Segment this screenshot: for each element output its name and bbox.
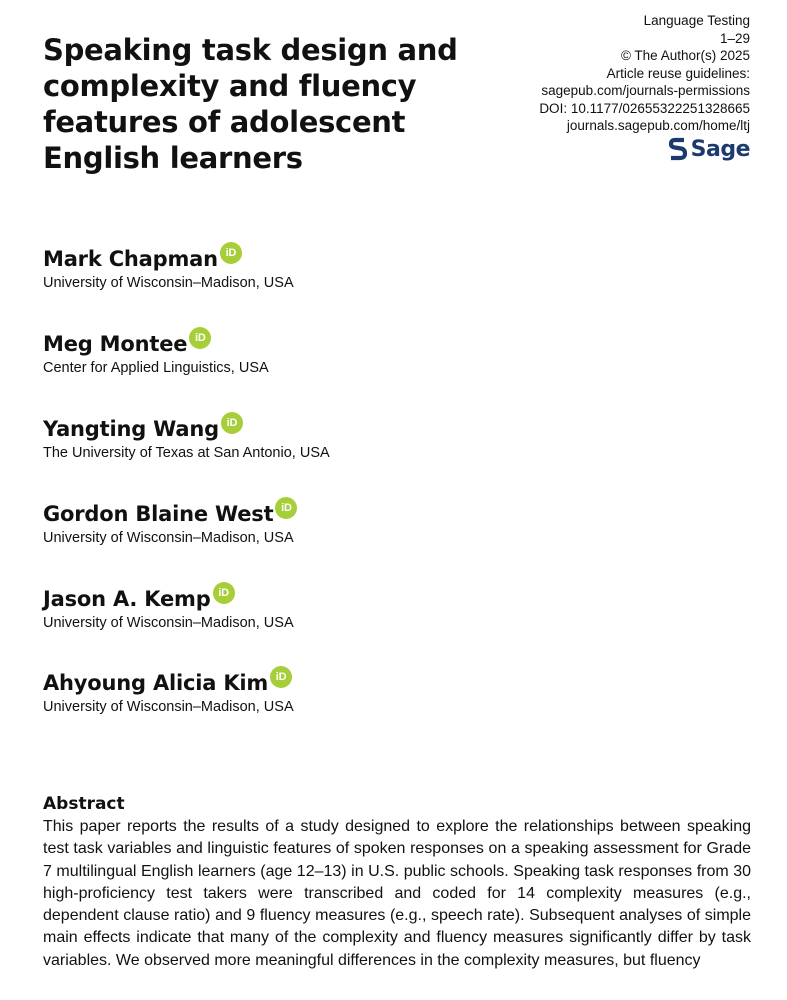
author-affiliation: University of Wisconsin–Madison, USA xyxy=(43,699,294,715)
journal-metadata xyxy=(539,12,750,135)
abstract-body: This paper reports the results of a study designed to explore the relationships between speaking test task variables and linguistic features of spoken responses on a speaking assessment for Grade 7 multilingual English learners (age 12–13) in U.S. public schools. Speaking task responses from 30 high-proficiency test takers were transcribed and coded for 14 complexity measures (e.g., dependent clause ratio) and 9 fluency measures (e.g., speech rate). Subsequent analyses of simple main effects indicate that many of the complexity and fluency measures significantly differ by task variables. We observed more meaningful differences in the complexity measures, but fluency xyxy=(43,818,751,969)
author-name: Gordon Blaine West xyxy=(43,502,274,526)
author-affiliation: Center for Applied Linguistics, USA xyxy=(43,360,269,376)
author-affiliation: University of Wisconsin–Madison, USA xyxy=(43,530,294,546)
reuse-link[interactable]: sagepub.com/journals-permissions xyxy=(541,83,750,98)
article-title: Speaking task design and complexity and fluency features of adolescent English learners xyxy=(43,33,458,175)
orcid-icon[interactable]: iD xyxy=(220,242,242,264)
author-name: Mark Chapman xyxy=(43,247,218,271)
doi[interactable]: DOI: 10.1177/02655322251328665 xyxy=(539,100,750,116)
author-affiliation: University of Wisconsin–Madison, USA xyxy=(43,615,294,631)
sage-s-icon xyxy=(669,137,687,161)
author-name: Ahyoung Alicia Kim xyxy=(43,671,269,695)
journal-name: Language Testing xyxy=(643,13,750,28)
author-block xyxy=(43,586,294,632)
orcid-icon[interactable]: iD xyxy=(213,582,235,604)
author-affiliation: The University of Texas at San Antonio, USA xyxy=(43,445,330,461)
orcid-icon[interactable]: iD xyxy=(189,327,211,349)
sage-logo xyxy=(669,136,750,162)
page-range: 1–29 xyxy=(719,30,750,46)
sage-wordmark: Sage xyxy=(690,136,750,162)
journal-link[interactable]: journals.sagepub.com/home/ltj xyxy=(566,118,750,133)
author-block xyxy=(43,501,297,547)
author-block xyxy=(43,246,294,292)
reuse-label: Article reuse guidelines: xyxy=(606,65,750,81)
author-block xyxy=(43,331,269,377)
author-affiliation: University of Wisconsin–Madison, USA xyxy=(43,275,294,291)
author-name: Meg Montee xyxy=(43,332,188,356)
author-block xyxy=(43,670,294,716)
orcid-icon[interactable]: iD xyxy=(270,666,292,688)
author-block xyxy=(43,416,330,462)
abstract-section xyxy=(43,793,751,972)
author-name: Jason A. Kemp xyxy=(43,587,211,611)
orcid-icon[interactable]: iD xyxy=(275,497,297,519)
author-name: Yangting Wang xyxy=(43,417,219,441)
copyright: © The Author(s) 2025 xyxy=(620,48,750,63)
abstract-heading: Abstract xyxy=(43,794,125,814)
orcid-icon[interactable]: iD xyxy=(221,412,243,434)
